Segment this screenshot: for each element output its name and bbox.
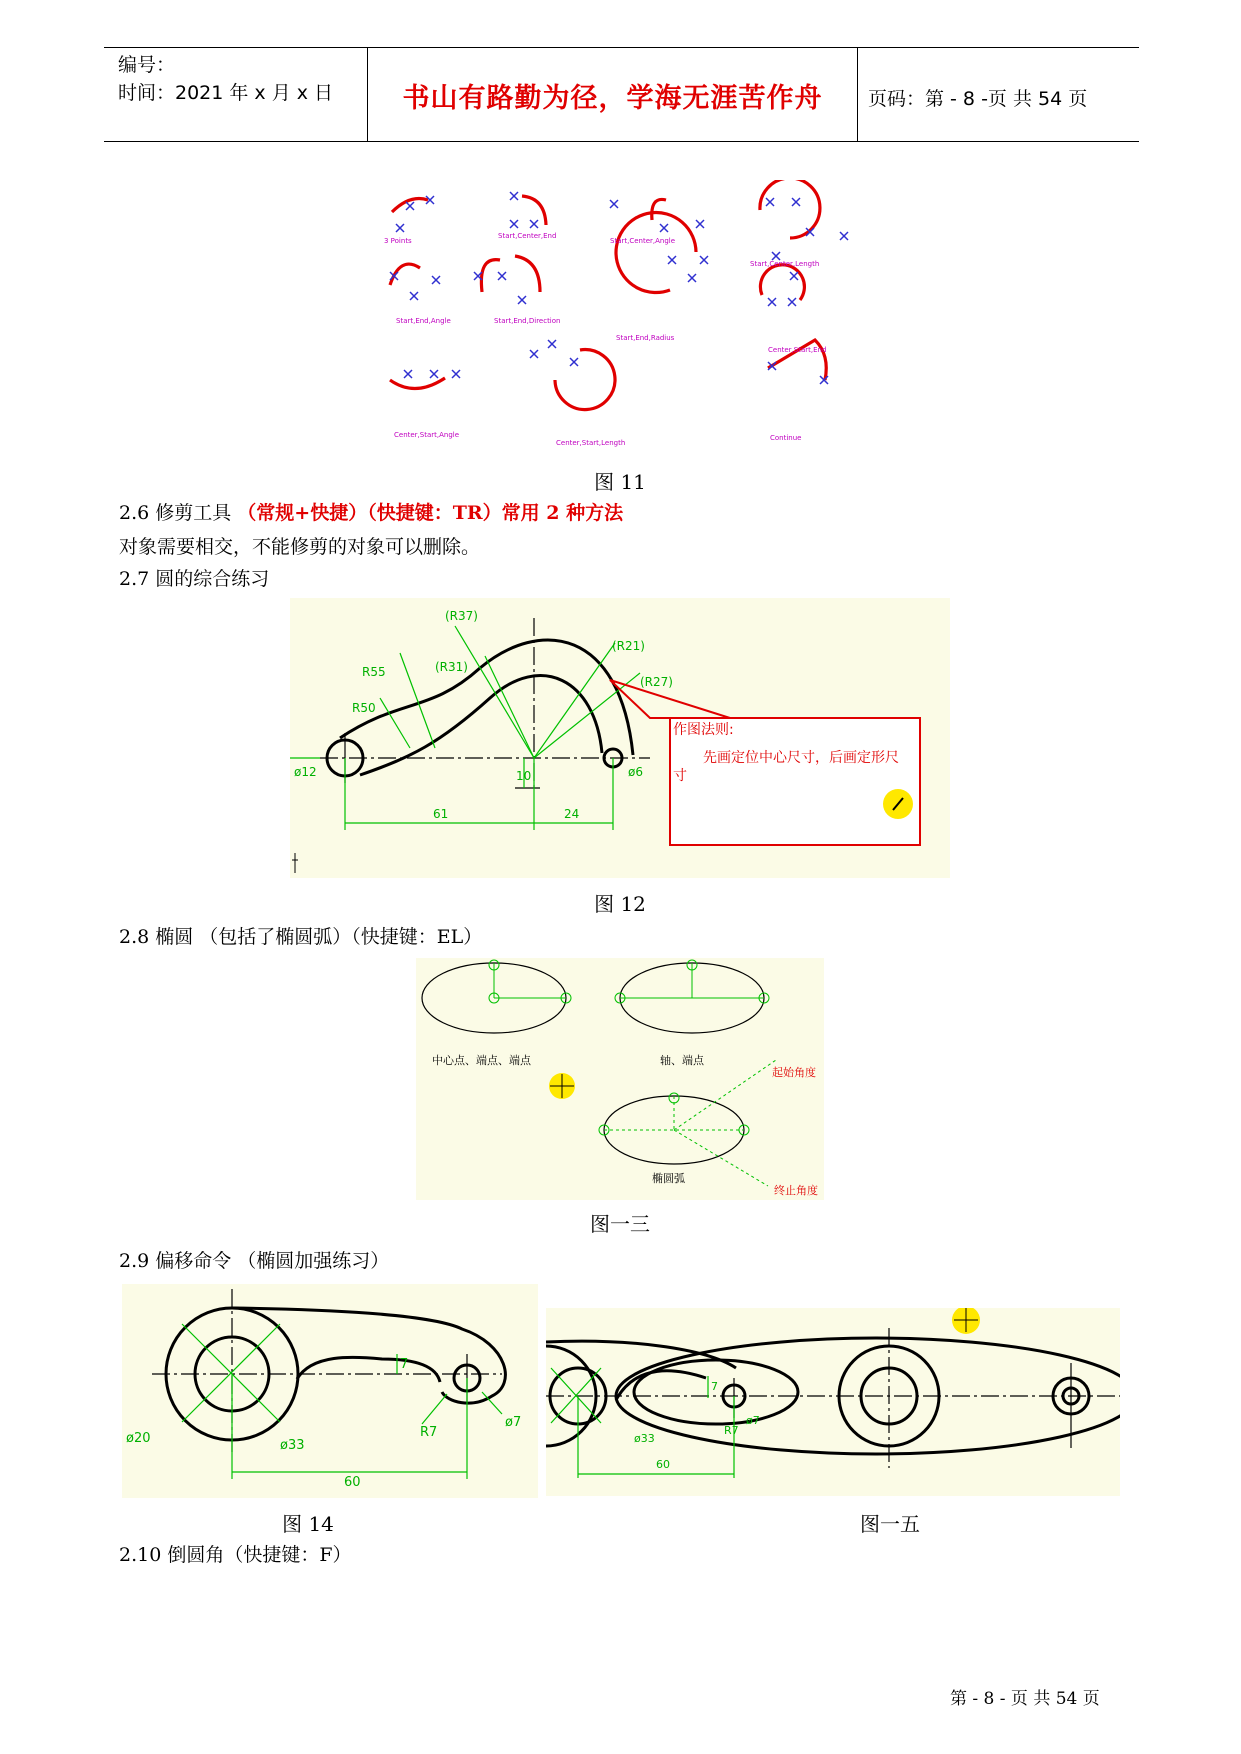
figure-12-caption: 图 12 bbox=[594, 892, 646, 916]
header-top-rule bbox=[104, 47, 1139, 48]
fig12-dim-61: 61 bbox=[433, 807, 449, 821]
fig14-dim-7: 7 bbox=[400, 1357, 409, 1372]
fig11-label-csa: Center,Start,Angle bbox=[394, 431, 460, 439]
fig12-callout-title: 作图法则: bbox=[673, 722, 734, 738]
fig15-dim-r7: R7 bbox=[724, 1424, 739, 1437]
fig13-label-arc: 椭圆弧 bbox=[652, 1172, 685, 1185]
figure-14-caption: 图 14 bbox=[282, 1512, 334, 1536]
fig11-label-scl: Start,Center,Length bbox=[750, 260, 820, 268]
fig14-dim-r7: R7 bbox=[420, 1425, 438, 1440]
section-2-8-heading: 2.8 椭圆 （包括了椭圆弧）（快捷键：EL） bbox=[119, 926, 483, 948]
figure-15-drawing bbox=[546, 1308, 1120, 1496]
figure-15-caption: 图一五 bbox=[860, 1512, 920, 1536]
header-time-label: 时间：2021 年 x 月 x 日 bbox=[118, 82, 334, 104]
header-number-label: 编号： bbox=[118, 54, 176, 76]
fig13-label-axis-end: 轴、端点 bbox=[660, 1054, 704, 1067]
fig11-label-sea: Start,End,Angle bbox=[396, 317, 451, 325]
fig11-label-continue: Continue bbox=[770, 434, 802, 442]
fig12-dim-d6: ø6 bbox=[628, 765, 643, 779]
fig11-label-sce: Start,Center,End bbox=[498, 232, 557, 240]
fig13-label-end-angle: 终止角度 bbox=[774, 1184, 818, 1197]
header-bottom-rule bbox=[104, 141, 1139, 142]
header-motto: 书山有路勤为径，学海无涯苦作舟 bbox=[402, 83, 823, 114]
fig13-label-center-end: 中心点、端点、端点 bbox=[432, 1054, 531, 1067]
figure-13-ellipse bbox=[416, 958, 824, 1200]
fig12-dim-10: 10 bbox=[516, 769, 532, 783]
fig12-callout-tail: 寸 bbox=[673, 768, 687, 784]
figure-11-arc-methods bbox=[370, 180, 880, 450]
fig12-dim-r50: R50 bbox=[352, 701, 376, 715]
section-2-9-heading: 2.9 偏移命令 （椭圆加强练习） bbox=[119, 1250, 390, 1272]
figure-11-caption: 图 11 bbox=[594, 470, 646, 494]
fig11-label-3points: 3 Points bbox=[384, 237, 412, 245]
fig12-dim-r55: R55 bbox=[362, 665, 386, 679]
fig14-dim-d20: ø20 bbox=[126, 1431, 151, 1446]
section-2-6-prefix: 2.6 修剪工具 bbox=[119, 502, 238, 524]
header-page-label: 页码：第 - 8 -页 共 54 页 bbox=[868, 88, 1088, 110]
fig12-dim-24: 24 bbox=[564, 807, 580, 821]
fig12-dim-d12: ø12 bbox=[294, 765, 317, 779]
fig12-dim-r21: (R21) bbox=[612, 639, 645, 653]
fig11-label-cse: Center,Start,End bbox=[768, 346, 827, 354]
figure-12-drawing bbox=[290, 598, 950, 878]
section-2-6-note: 对象需要相交，不能修剪的对象可以删除。 bbox=[119, 536, 481, 558]
page-footer: 第 - 8 - 页 共 54 页 bbox=[950, 1689, 1100, 1709]
fig15-dim-d7: ø7 bbox=[746, 1414, 760, 1427]
fig12-dim-r37: (R37) bbox=[445, 609, 478, 623]
fig11-label-sed: Start,End,Direction bbox=[494, 317, 561, 325]
fig14-dim-d7: ø7 bbox=[505, 1415, 522, 1430]
figure-14-drawing bbox=[122, 1284, 538, 1498]
header-divider-right bbox=[857, 47, 858, 141]
section-2-10-heading: 2.10 倒圆角（快捷键：F） bbox=[119, 1544, 352, 1566]
fig12-dim-r27: (R27) bbox=[640, 675, 673, 689]
section-2-7-heading: 2.7 圆的综合练习 bbox=[119, 568, 270, 590]
fig12-dim-r31: (R31) bbox=[435, 660, 468, 674]
fig15-dim-7: 7 bbox=[711, 1380, 718, 1393]
fig14-dim-d33: ø33 bbox=[280, 1438, 305, 1453]
fig14-dim-60: 60 bbox=[344, 1475, 361, 1490]
fig11-label-ser: Start,End,Radius bbox=[616, 334, 675, 342]
fig13-label-start-angle: 起始角度 bbox=[772, 1066, 816, 1079]
fig15-dim-d33: ø33 bbox=[634, 1432, 655, 1445]
section-2-6-heading bbox=[119, 498, 623, 525]
section-2-6-highlight: （常规+快捷）（快捷键：TR）常用 2 种方法 bbox=[237, 502, 624, 524]
fig12-callout-body: 先画定位中心尺寸，后画定形尺 bbox=[703, 750, 899, 766]
fig15-dim-60: 60 bbox=[656, 1458, 670, 1471]
fig11-label-sca: Start,Center,Angle bbox=[610, 237, 676, 245]
figure-13-caption: 图一三 bbox=[590, 1212, 650, 1236]
fig11-label-csl: Center,Start,Length bbox=[556, 439, 626, 447]
